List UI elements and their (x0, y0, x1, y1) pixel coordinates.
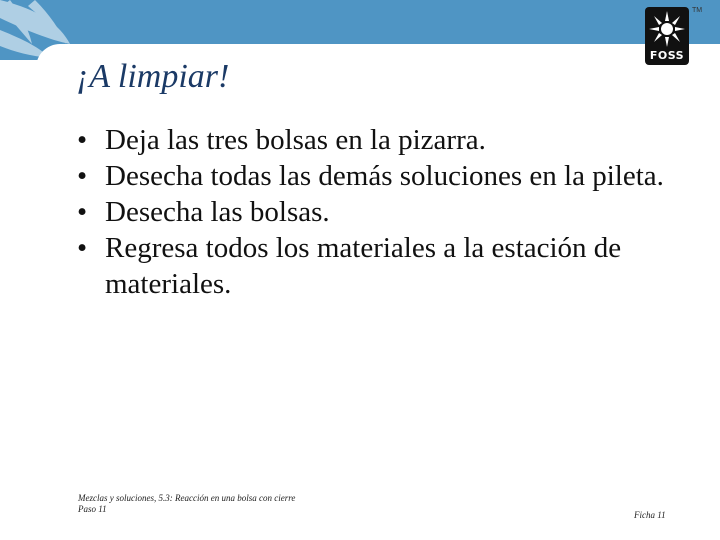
bullet-item (75, 230, 685, 302)
footer-reference (78, 493, 295, 515)
bullet-point-icon: • (77, 196, 88, 228)
trademark-mark: TM (692, 7, 703, 14)
bullet-item (75, 194, 685, 230)
sun-logo-icon (645, 9, 689, 49)
foss-logo (645, 7, 689, 65)
bullet-text: Regresa todos los materiales a la estación de materiales. (105, 232, 622, 300)
footer-line-2: Paso 11 (78, 504, 107, 514)
bullet-text: Desecha las bolsas. (105, 196, 330, 228)
bullet-list (75, 122, 685, 302)
slide-title: ¡A limpiar! (76, 58, 230, 95)
bullet-point-icon: • (77, 232, 88, 264)
bullet-item (75, 122, 685, 158)
bullet-text: Desecha todas las demás soluciones en la pileta. (105, 160, 664, 192)
bullet-point-icon: • (77, 124, 88, 156)
bullet-item (75, 158, 685, 194)
bullet-text: Deja las tres bolsas en la pizarra. (105, 124, 486, 156)
bullet-point-icon: • (77, 160, 88, 192)
footer-line-1: Mezclas y soluciones, 5.3: Reacción en una bolsa con cierre (78, 493, 296, 503)
logo-word: FOSS (649, 49, 685, 62)
footer-page-number: Ficha 11 (634, 510, 666, 520)
